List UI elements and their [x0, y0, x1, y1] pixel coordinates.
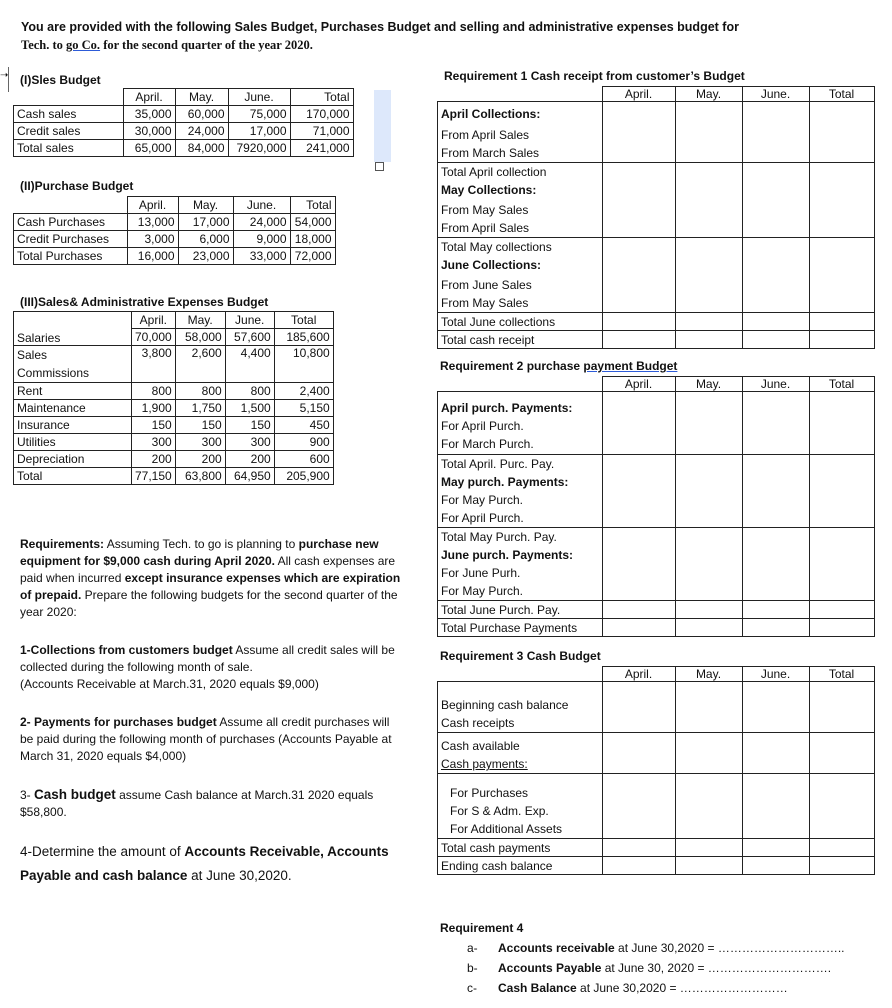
table-cell: 30,000: [123, 123, 175, 140]
table-cell: 16,000: [127, 248, 178, 265]
sga-heading: (III)Sales& Administrative Expenses Budget: [20, 295, 269, 309]
req1-row-label: From May Sales: [441, 203, 529, 217]
req4-heading: Requirement 4: [440, 921, 524, 935]
purchase-col-april: April.: [127, 197, 178, 214]
req-text: Assume all credit sales will be collected during the following month of sale.: [20, 643, 395, 674]
table-cell: 17,000: [228, 123, 290, 140]
req4-text: at June 30, 2020 =: [601, 961, 708, 975]
req-text: All cash expenses are paid when incurred: [20, 554, 396, 585]
table-cell: 24,000: [175, 123, 228, 140]
entry-cell[interactable]: [809, 601, 874, 619]
table-row: [14, 140, 354, 157]
sga-row-label: Salaries: [14, 312, 132, 346]
table-cell: 5,150: [274, 400, 333, 417]
table-cell: 300: [225, 434, 274, 451]
table-row: [14, 231, 336, 248]
sga-row-label: [14, 346, 132, 383]
entry-cell[interactable]: [602, 238, 675, 313]
table-cell: 241,000: [290, 140, 353, 157]
table-cell: 4,400: [225, 346, 274, 383]
sga-table: [13, 311, 334, 485]
table-cell: 7920,000: [228, 140, 290, 157]
req3-col-april: April.: [602, 667, 675, 682]
entry-cell[interactable]: [742, 331, 809, 349]
req3-row-label: For Purchases: [450, 786, 529, 800]
table-cell: 60,000: [175, 106, 228, 123]
entry-cell[interactable]: [675, 238, 742, 313]
entry-cell[interactable]: [675, 839, 742, 857]
table-cell: 150: [175, 417, 225, 434]
req1-labels: [438, 163, 603, 238]
table-cell: 17,000: [178, 214, 233, 231]
sales-table: [13, 88, 354, 157]
req2-col-april: April.: [602, 377, 675, 392]
purchase-row-label: Cash Purchases: [14, 214, 128, 231]
req3-row-label: Cash receipts: [441, 716, 515, 730]
req4-letter: b-: [467, 961, 478, 975]
table-row: [14, 248, 336, 265]
entry-cell[interactable]: [809, 857, 874, 875]
req1-col-june: June.: [742, 87, 809, 102]
req2-col-june: June.: [742, 377, 809, 392]
table-cell: 200: [132, 451, 176, 468]
table-cell: 63,800: [175, 468, 225, 485]
requirement-2-text: [20, 714, 405, 765]
sga-row-label: Total: [14, 468, 132, 485]
req4-letter: c-: [467, 981, 477, 995]
req4-text: at June 30,2020 =: [614, 941, 718, 955]
table-cell: 900: [274, 434, 333, 451]
entry-cell[interactable]: [602, 455, 675, 528]
table-cell: 200: [225, 451, 274, 468]
table-row: [14, 214, 336, 231]
requirement-1-text: [20, 642, 410, 693]
entry-cell[interactable]: [742, 238, 809, 313]
req-text: Prepare the following budgets for the second quarter of the year 2020:: [20, 588, 398, 619]
table-row: [14, 106, 354, 123]
entry-cell[interactable]: [675, 774, 742, 839]
table-cell: 13,000: [127, 214, 178, 231]
entry-cell[interactable]: [742, 733, 809, 774]
req2-labels: [438, 392, 603, 455]
req1-table: [437, 86, 875, 349]
req2-row-label: June purch. Payments:: [441, 548, 574, 562]
req2-col-total: Total: [809, 377, 874, 392]
entry-cell[interactable]: [742, 163, 809, 238]
table-cell: 450: [274, 417, 333, 434]
entry-cell[interactable]: [809, 839, 874, 857]
sga-col-april: April.: [132, 312, 176, 329]
req-text: 4-Determine the amount of: [20, 844, 185, 859]
table-cell: 10,800: [274, 346, 333, 383]
table-cell: 71,000: [290, 123, 353, 140]
sales-heading: (I)Sles Budget: [20, 73, 101, 87]
list-item: [467, 938, 844, 958]
sga-row-label: Insurance: [14, 417, 132, 434]
table-cell: 205,900: [274, 468, 333, 485]
req3-row-label: For S & Adm. Exp.: [450, 804, 549, 818]
list-item: [467, 978, 844, 998]
table-cell: 600: [274, 451, 333, 468]
table-cell: 9,000: [233, 231, 290, 248]
req-emph: Accounts Receivable, Accounts Payable and cash balance: [20, 844, 389, 883]
entry-cell[interactable]: [675, 392, 742, 455]
table-cell: 77,150: [132, 468, 176, 485]
table-cell: 18,000: [290, 231, 335, 248]
req2-row-label: For May Purch.: [441, 493, 524, 507]
resize-handle[interactable]: [375, 162, 384, 171]
entry-cell[interactable]: [809, 331, 874, 349]
entry-cell[interactable]: [809, 774, 874, 839]
req4-term: Cash Balance: [498, 981, 577, 995]
req-label: Requirements:: [20, 537, 105, 551]
table-cell: 1,500: [225, 400, 274, 417]
entry-cell[interactable]: [742, 682, 809, 733]
req2-row-label: For June Purh.: [441, 566, 521, 580]
table-cell: 2,400: [274, 383, 333, 400]
answer-blank[interactable]: …………………………..: [717, 941, 845, 955]
entry-cell[interactable]: [675, 528, 742, 601]
table-cell: 23,000: [178, 248, 233, 265]
entry-cell[interactable]: [602, 331, 675, 349]
entry-cell[interactable]: [742, 774, 809, 839]
table-cell: 75,000: [228, 106, 290, 123]
entry-cell[interactable]: [602, 528, 675, 601]
entry-cell[interactable]: [675, 619, 742, 637]
sga-col-total: Total: [274, 312, 333, 329]
req2-heading-underlined: payment Budget: [583, 359, 678, 373]
purchase-row-label: Credit Purchases: [14, 231, 128, 248]
row-marker-icon: ➝: [0, 70, 9, 81]
req1-row-label: From March Sales: [441, 146, 540, 160]
req2-labels: [438, 528, 603, 601]
table-row: [14, 451, 334, 468]
purchase-col-may: May.: [178, 197, 233, 214]
table-cell: 1,750: [175, 400, 225, 417]
req3-row-label: For Additional Assets: [450, 822, 563, 836]
req2-corner: [438, 377, 603, 392]
req-emph: Cash budget: [34, 787, 116, 802]
entry-cell[interactable]: [602, 774, 675, 839]
req-text: 3-: [20, 788, 35, 802]
table-cell: 6,000: [178, 231, 233, 248]
req1-row-label: Total May collections: [441, 240, 552, 254]
sga-row-label: Rent: [14, 383, 132, 400]
req1-row-label: Total June collections: [438, 313, 603, 331]
entry-cell[interactable]: [675, 163, 742, 238]
sales-col-april: April.: [123, 89, 175, 106]
req3-row-label: Cash available: [441, 739, 520, 753]
req2-heading-pre: Requirement 2 purchase: [440, 359, 584, 373]
entry-cell[interactable]: [602, 102, 675, 163]
req2-row-label: For April Purch.: [441, 419, 524, 433]
table-row: [14, 417, 334, 434]
sga-col-may: May.: [175, 312, 225, 329]
req3-row-label: Beginning cash balance: [441, 698, 569, 712]
entry-cell[interactable]: [809, 392, 874, 455]
entry-cell[interactable]: [675, 331, 742, 349]
left-margin-bar: [8, 67, 12, 92]
entry-cell[interactable]: [809, 619, 874, 637]
entry-cell[interactable]: [675, 733, 742, 774]
entry-cell[interactable]: [602, 682, 675, 733]
sales-corner: [14, 89, 124, 106]
sga-label-part: Sales: [17, 348, 48, 362]
entry-cell[interactable]: [742, 528, 809, 601]
answer-blank[interactable]: ………………………: [679, 981, 788, 995]
entry-cell[interactable]: [809, 455, 874, 528]
req3-labels: [438, 733, 603, 774]
req-emph: 2- Payments for purchases budget: [20, 715, 217, 729]
req-emph: 1-Collections from customers budget: [20, 643, 233, 657]
req3-labels: [438, 774, 603, 839]
req4-term: Accounts receivable: [498, 941, 615, 955]
req1-row-label: From April Sales: [441, 221, 530, 235]
req1-heading: Requirement 1 Cash receipt from customer’s Budget: [444, 69, 745, 83]
entry-cell[interactable]: [602, 601, 675, 619]
table-cell: 2,600: [175, 346, 225, 383]
selection-highlight: [374, 90, 391, 162]
table-row: [14, 434, 334, 451]
entry-cell[interactable]: [809, 528, 874, 601]
entry-cell[interactable]: [809, 163, 874, 238]
table-cell: 1,900: [132, 400, 176, 417]
req2-table: [437, 376, 875, 637]
purchase-col-total: Total: [290, 197, 335, 214]
table-cell: 150: [132, 417, 176, 434]
sales-col-may: May.: [175, 89, 228, 106]
req3-col-june: June.: [742, 667, 809, 682]
table-cell: 800: [225, 383, 274, 400]
table-cell: 35,000: [123, 106, 175, 123]
page-title: [21, 18, 781, 54]
sga-row-label: Depreciation: [14, 451, 132, 468]
req2-row-label: For March Purch.: [441, 437, 534, 451]
req1-row-label: April Collections:: [441, 107, 541, 121]
purchase-col-june: June.: [233, 197, 290, 214]
purchase-corner: [14, 197, 128, 214]
entry-cell[interactable]: [742, 601, 809, 619]
req2-row-label: Total Purchase Payments: [438, 619, 603, 637]
sga-label-part: Commissions: [17, 366, 90, 380]
sales-row-label: Total sales: [14, 140, 124, 157]
entry-cell[interactable]: [742, 839, 809, 857]
sga-row-label: Utilities: [14, 434, 132, 451]
sales-col-june: June.: [228, 89, 290, 106]
entry-cell[interactable]: [809, 733, 874, 774]
req1-col-may: May.: [675, 87, 742, 102]
table-cell: 185,600: [274, 329, 333, 346]
requirement-4-text: [20, 840, 420, 888]
req2-row-label: Total May Purch. Pay.: [441, 530, 557, 544]
req3-row-label: Total cash payments: [438, 839, 603, 857]
entry-cell[interactable]: [602, 392, 675, 455]
purchase-heading: (II)Purchase Budget: [20, 179, 134, 193]
table-cell: 300: [175, 434, 225, 451]
entry-cell[interactable]: [602, 313, 675, 331]
req4-term: Accounts Payable: [498, 961, 602, 975]
title-line-2: [21, 36, 781, 54]
answer-blank[interactable]: ………………………….: [707, 961, 832, 975]
entry-cell[interactable]: [675, 313, 742, 331]
req2-row-label: Total June Purch. Pay.: [438, 601, 603, 619]
sales-row-label: Cash sales: [14, 106, 124, 123]
entry-cell[interactable]: [602, 733, 675, 774]
entry-cell[interactable]: [742, 102, 809, 163]
entry-cell[interactable]: [809, 682, 874, 733]
table-cell: 58,000: [175, 329, 225, 346]
req2-col-may: May.: [675, 377, 742, 392]
req1-row-label: From April Sales: [441, 128, 530, 142]
req1-labels: [438, 238, 603, 313]
req4-list: [467, 938, 844, 998]
table-cell: 84,000: [175, 140, 228, 157]
req1-row-label: Total April collection: [441, 165, 547, 179]
table-cell: 3,800: [132, 346, 176, 383]
table-cell: 800: [132, 383, 176, 400]
table-cell: 200: [175, 451, 225, 468]
req4-letter: a-: [467, 941, 478, 955]
req2-row-label: For April Purch.: [441, 511, 524, 525]
req3-col-may: May.: [675, 667, 742, 682]
table-cell: 65,000: [123, 140, 175, 157]
entry-cell[interactable]: [675, 601, 742, 619]
table-cell: 170,000: [290, 106, 353, 123]
requirement-3-text: [20, 786, 410, 821]
table-row: [14, 400, 334, 417]
table-cell: 72,000: [290, 248, 335, 265]
entry-cell[interactable]: [809, 313, 874, 331]
req2-row-label: Total April. Purc. Pay.: [441, 457, 555, 471]
table-row: [14, 468, 334, 485]
entry-cell[interactable]: [742, 313, 809, 331]
req3-col-total: Total: [809, 667, 874, 682]
req1-col-april: April.: [602, 87, 675, 102]
entry-cell[interactable]: [602, 857, 675, 875]
req2-row-label: For May Purch.: [441, 584, 524, 598]
req3-corner: [438, 667, 603, 682]
req1-row-label: From May Sales: [441, 296, 529, 310]
entry-cell[interactable]: [809, 102, 874, 163]
table-row: [14, 123, 354, 140]
table-cell: 24,000: [233, 214, 290, 231]
entry-cell[interactable]: [675, 102, 742, 163]
table-cell: 54,000: [290, 214, 335, 231]
entry-cell[interactable]: [675, 455, 742, 528]
req-emph: purchase new equipment for $9,000 cash during April 2020.: [20, 537, 379, 568]
req2-labels: [438, 455, 603, 528]
req2-row-label: May purch. Payments:: [441, 475, 569, 489]
sga-col-june: June.: [225, 312, 274, 329]
req4-text: at June 30,2020 =: [576, 981, 680, 995]
req-text: Assuming Tech. to go is planning to: [104, 537, 299, 551]
table-cell: 70,000: [132, 329, 176, 346]
req-text: at June 30,2020.: [187, 868, 292, 883]
entry-cell[interactable]: [742, 455, 809, 528]
req3-row-label: Cash payments:: [441, 757, 528, 771]
purchase-row-label: Total Purchases: [14, 248, 128, 265]
table-row: [14, 346, 334, 383]
req3-labels: [438, 682, 603, 733]
entry-cell[interactable]: [742, 392, 809, 455]
title-line-2-post: for the second quarter of the year 2020.: [100, 38, 313, 52]
title-line-2-pre: Tech. to: [21, 38, 67, 52]
entry-cell[interactable]: [742, 619, 809, 637]
entry-cell[interactable]: [675, 857, 742, 875]
requirements-paragraph: [20, 536, 410, 621]
title-line-1: You are provided with the following Sales Budget, Purchases Budget and selling and administrative expenses budget for: [21, 20, 739, 34]
req-text: Assume all credit purchases will be paid during the following month of purchases (Accounts Payable at March 31, 2020 equals $4,000): [20, 715, 392, 763]
entry-cell[interactable]: [602, 839, 675, 857]
req-text: (Accounts Receivable at March.31, 2020 equals $9,000): [20, 677, 319, 691]
req1-corner: [438, 87, 603, 102]
req-text: assume Cash balance at March.31 2020 equals $58,800.: [20, 788, 374, 819]
table-cell: 150: [225, 417, 274, 434]
req1-row-label: Total cash receipt: [438, 331, 603, 349]
table-cell: 33,000: [233, 248, 290, 265]
req3-heading: Requirement 3 Cash Budget: [440, 649, 601, 663]
req2-row-label: April purch. Payments:: [441, 401, 573, 415]
req1-row-label: May Collections:: [441, 183, 537, 197]
table-row: [14, 383, 334, 400]
req1-row-label: June Collections:: [441, 258, 542, 272]
sga-row-label: Maintenance: [14, 400, 132, 417]
req2-heading: [440, 359, 677, 373]
table-cell: 57,600: [225, 329, 274, 346]
req1-labels: [438, 102, 603, 163]
company-name: go Co.: [66, 38, 101, 52]
req-emph: except insurance expenses which are expiration of prepaid.: [20, 571, 401, 602]
table-cell: 3,000: [127, 231, 178, 248]
purchase-table: [13, 196, 336, 265]
entry-cell[interactable]: [602, 619, 675, 637]
entry-cell[interactable]: [602, 163, 675, 238]
list-item: [467, 958, 844, 978]
req3-row-label: Ending cash balance: [438, 857, 603, 875]
entry-cell[interactable]: [742, 857, 809, 875]
table-cell: 64,950: [225, 468, 274, 485]
entry-cell[interactable]: [675, 682, 742, 733]
table-cell: 300: [132, 434, 176, 451]
req1-col-total: Total: [809, 87, 874, 102]
req3-table: [437, 666, 875, 875]
sales-col-total: Total: [290, 89, 353, 106]
entry-cell[interactable]: [809, 238, 874, 313]
sales-row-label: Credit sales: [14, 123, 124, 140]
req1-row-label: From June Sales: [441, 278, 532, 292]
table-cell: 800: [175, 383, 225, 400]
